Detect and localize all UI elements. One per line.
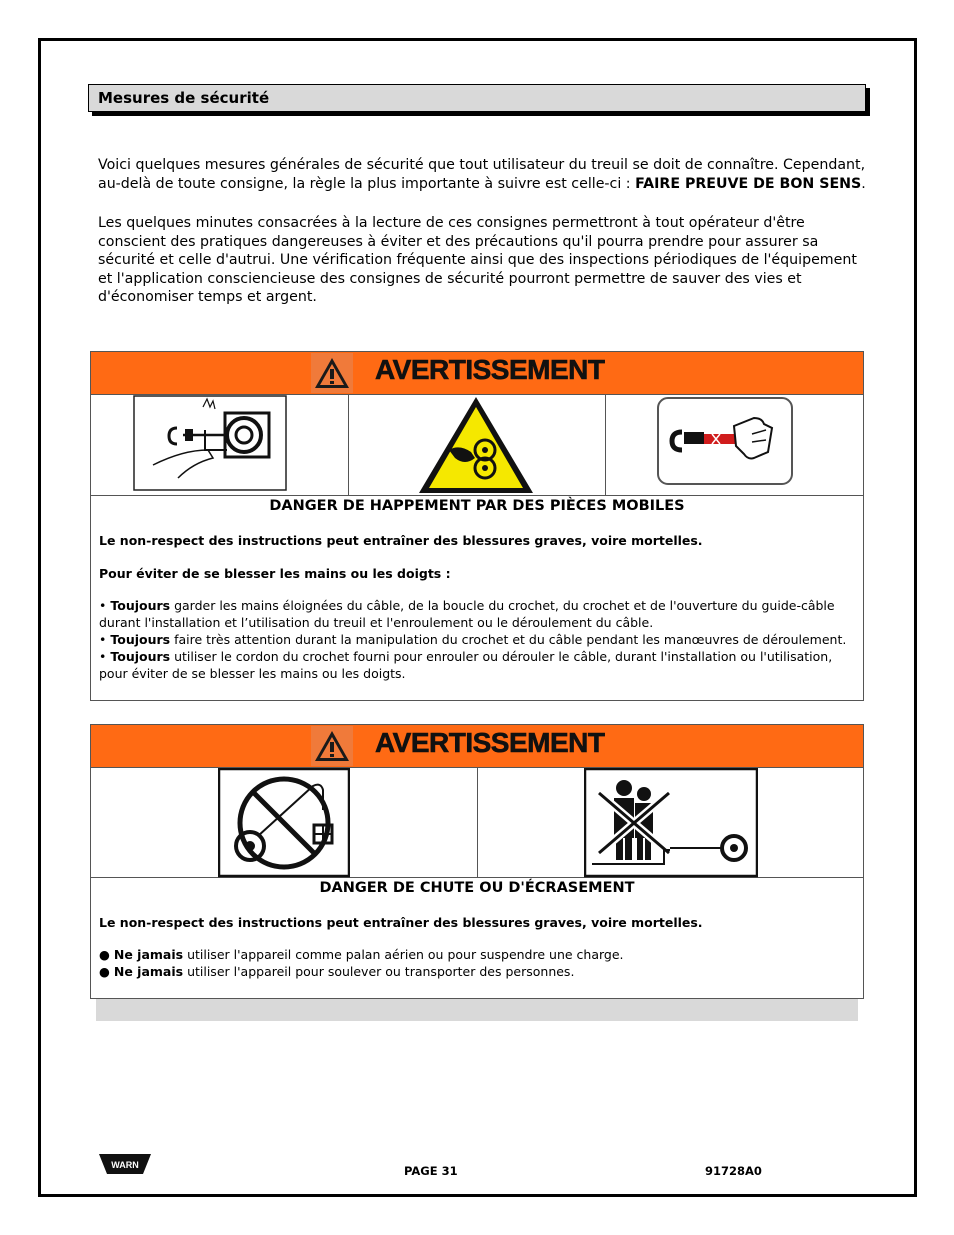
instruction-list xyxy=(99,946,855,980)
entanglement-hazard-icon xyxy=(417,395,535,495)
warning-triangle-icon xyxy=(311,726,353,766)
warn-logo xyxy=(99,1152,151,1180)
intro-emphasis: FAIRE PREUVE DE BON SENS xyxy=(635,175,862,192)
hook-strap-icon xyxy=(656,396,794,486)
document-number: 91728A0 xyxy=(705,1164,762,1178)
intro-paragraph-2: Les quelques minutes consacrées à la lecture de ces consignes permettront à tout opérateur d'être conscient des pratiques dangereuses à éviter et des précautions qu'il pourra prendre pour assurer sa sécurité et celle d'autrui. Une vérification fréquente ainsi que des inspections périodiques de l'équipement et l'application consciencieuse des consignes de sécurité pourront permettre de sauver des vies et d'économiser temps et argent. xyxy=(98,215,857,305)
intro-paragraph-1: Voici quelques mesures générales de sécurité que tout utilisateur du treuil se doit de connaître. Cependant, au-delà de toute consigne, la règle la plus importante à suivre est celle-ci : FAIRE PREUVE DE BON SENS. xyxy=(98,157,866,192)
instruction-intro: Pour éviter de se blesser les mains ou les doigts : xyxy=(99,566,451,581)
pictogram-row xyxy=(91,395,863,496)
warning-triangle-icon xyxy=(311,353,353,393)
section-header xyxy=(88,84,866,112)
no-hoist-icon xyxy=(218,768,350,878)
list-item: ● Ne jamais utiliser l'appareil pour soulever ou transporter des personnes. xyxy=(99,964,575,979)
consequence-text: Le non-respect des instructions peut entraîner des blessures graves, voire mortelles. xyxy=(99,915,703,930)
warning-header xyxy=(91,725,863,768)
grey-separator-bar xyxy=(96,999,858,1021)
section-title: Mesures de sécurité xyxy=(98,89,270,107)
list-item: • Toujours garder les mains éloignées du câble, de la boucle du crochet, du crochet et de l'ouverture du guide-câble durant l'installation et l’utilisation du treuil et l'enroulement ou le déroulement du câble. xyxy=(99,598,835,630)
logo-text: WARN xyxy=(111,1160,139,1170)
list-item: ● Ne jamais utiliser l'appareil comme palan aérien ou pour suspendre une charge. xyxy=(99,947,624,962)
consequence-text: Le non-respect des instructions peut entraîner des blessures graves, voire mortelles. xyxy=(99,533,703,548)
warning-title: AVERTISSEMENT xyxy=(375,727,605,758)
warning-box-entanglement xyxy=(90,351,864,701)
hand-near-winch-hook-icon xyxy=(133,395,287,491)
list-item: • Toujours utiliser le cordon du crochet fourni pour enrouler ou dérouler le câble, durant l'installation ou l'utilisation, pour éviter de se blesser les mains ou les doigts. xyxy=(99,649,833,681)
warning-header xyxy=(91,352,863,395)
warning-box-fall-crush xyxy=(90,724,864,999)
page-number: PAGE 31 xyxy=(404,1164,458,1178)
pictogram-row xyxy=(91,768,863,878)
danger-title: DANGER DE HAPPEMENT PAR DES PIÈCES MOBILES xyxy=(269,498,685,514)
danger-title: DANGER DE CHUTE OU D'ÉCRASEMENT xyxy=(319,880,635,896)
instruction-list xyxy=(99,597,855,682)
list-item: • Toujours faire très attention durant la manipulation du crochet et du câble pendant les manœuvres de déroulement. xyxy=(99,632,847,647)
warning-title: AVERTISSEMENT xyxy=(375,354,605,385)
no-lifting-people-icon xyxy=(584,768,758,878)
